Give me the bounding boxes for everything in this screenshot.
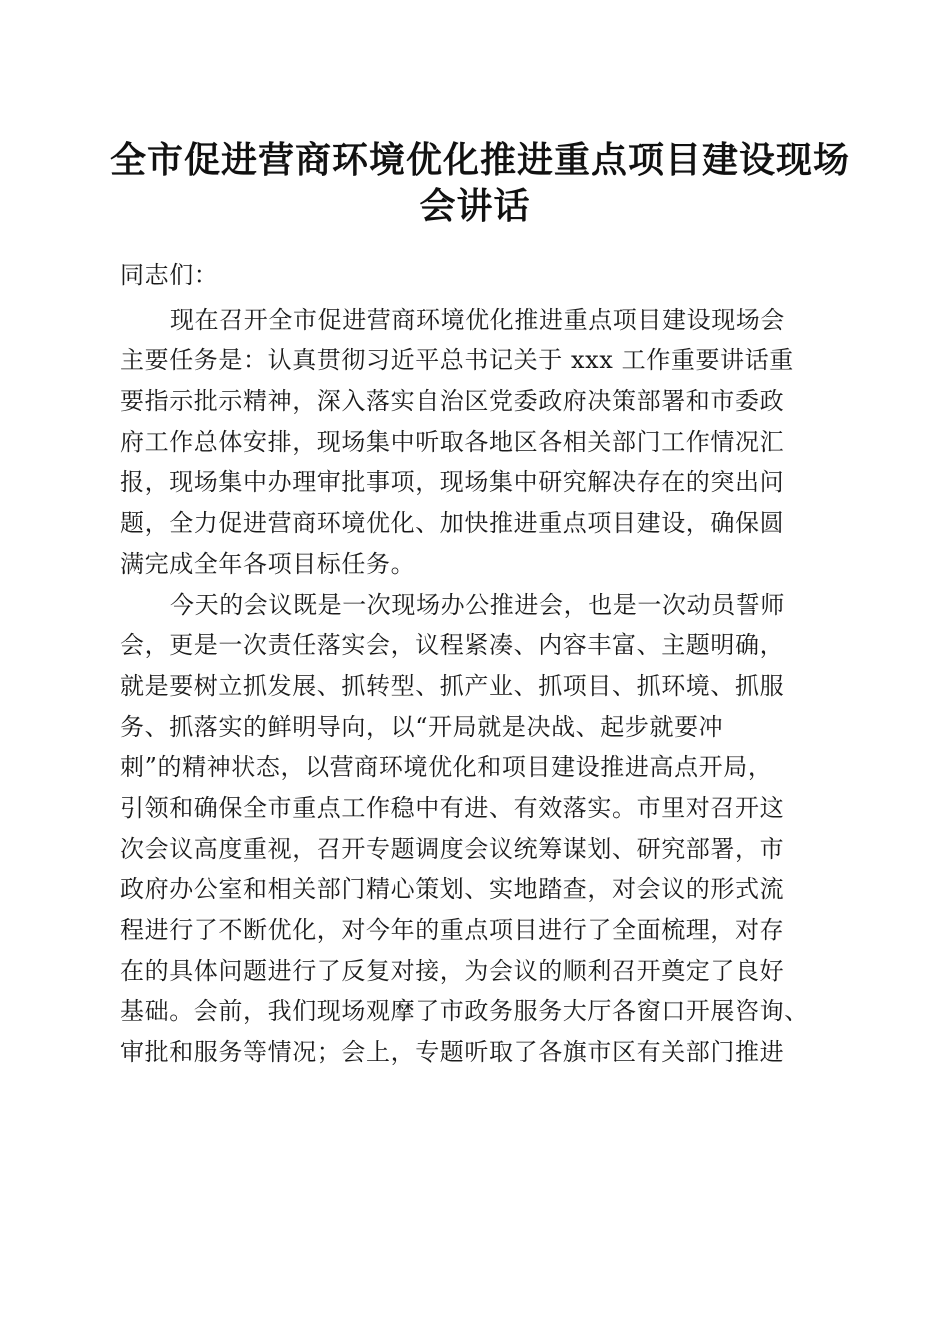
paragraph-line: 会，更是一次责任落实会，议程紧凑、内容丰富、主题明确， bbox=[120, 631, 785, 660]
paragraph-line: 在的具体问题进行了反复对接，为会议的顺利召开奠定了良好 bbox=[120, 956, 785, 985]
paragraph-1 bbox=[120, 300, 830, 585]
document-body bbox=[120, 255, 830, 1073]
greeting: 同志们： bbox=[120, 261, 219, 289]
paragraph-line: 报，现场集中办理审批事项，现场集中研究解决存在的突出问 bbox=[120, 468, 785, 497]
paragraph-line: 审批和服务等情况；会上，专题听取了各旗市区有关部门推进 bbox=[120, 1038, 785, 1067]
paragraph-line: 题，全力促进营商环境优化、加快推进重点项目建设，确保圆 bbox=[120, 509, 785, 538]
document-title bbox=[110, 137, 851, 229]
paragraph-line: 引领和确保全市重点工作稳中有进、有效落实。市里对召开这 bbox=[120, 793, 785, 822]
paragraph-line: 今天的会议既是一次现场办公推进会，也是一次动员誓师 bbox=[170, 590, 785, 619]
paragraph-line: 刺”的精神状态，以营商环境优化和项目建设推进高点开局， bbox=[120, 753, 773, 782]
paragraph-line: 程进行了不断优化，对今年的重点项目进行了全面梳理，对存 bbox=[120, 916, 785, 944]
paragraph-line: 府工作总体安排，现场集中听取各地区各相关部门工作情况汇 bbox=[120, 427, 785, 456]
title-line: 全市促进营商环境优化推进重点项目建设现场 bbox=[110, 139, 851, 181]
title-line: 会讲话 bbox=[419, 185, 531, 227]
paragraph-line: 政府办公室和相关部门精心策划、实地踏查，对会议的形式流 bbox=[120, 875, 785, 904]
paragraph-line: 现在召开全市促进营商环境优化推进重点项目建设现场会 bbox=[170, 305, 785, 334]
paragraph-line: 次会议高度重视，召开专题调度会议统筹谋划、研究部署，市 bbox=[120, 834, 785, 863]
paragraph-2 bbox=[120, 585, 830, 1073]
paragraph-line: 满完成全年各项目标任务。 bbox=[120, 549, 416, 578]
paragraph-line: 务、抓落实的鲜明导向，以“开局就是决战、起步就要冲 bbox=[120, 712, 724, 741]
paragraph-line: 就是要树立抓发展、抓转型、抓产业、抓项目、抓环境、抓服 bbox=[120, 671, 785, 700]
paragraph-line: 要指示批示精神，深入落实自治区党委政府决策部署和市委政 bbox=[120, 387, 785, 416]
paragraph-line: 主要任务是：认真贯彻习近平总书记关于 xxx 工作重要讲话重 bbox=[120, 346, 794, 375]
paragraph-line: 基础。会前，我们现场观摩了市政务服务大厅各窗口开展咨询、 bbox=[120, 997, 809, 1026]
